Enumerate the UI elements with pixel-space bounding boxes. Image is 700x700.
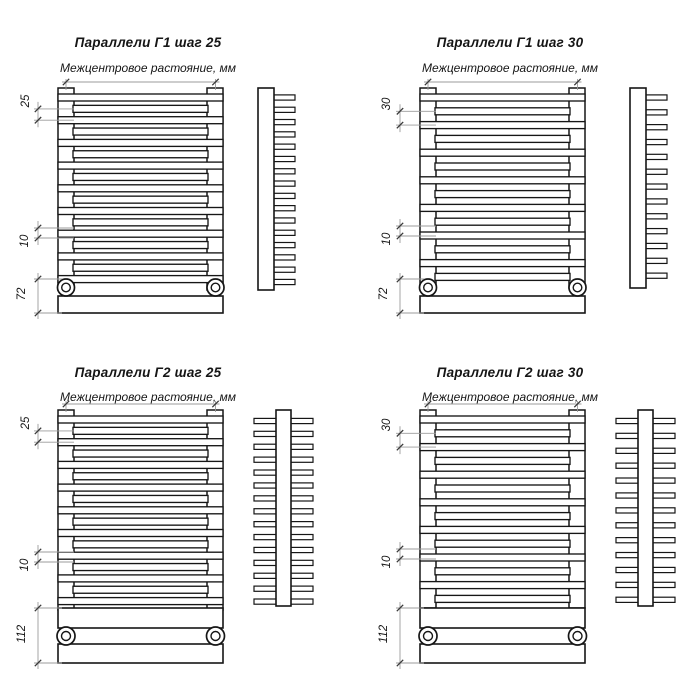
tooth-right: [652, 582, 675, 587]
tube: [58, 530, 223, 537]
tooth: [273, 181, 295, 186]
tooth-left: [616, 597, 639, 602]
tooth-right: [290, 483, 313, 488]
tooth: [273, 169, 295, 174]
tube: [420, 444, 585, 451]
tube-back-row: [73, 219, 208, 226]
tooth-left: [254, 483, 277, 488]
drawing-title: Параллели Г1 шаг 30: [436, 35, 584, 50]
dim-label-depth: 112: [378, 624, 390, 644]
collector-circle-inner: [211, 283, 220, 292]
collector-circle-inner: [424, 283, 433, 292]
tooth: [645, 258, 667, 263]
collector-circle-inner: [573, 283, 582, 292]
tube-back-row: [73, 586, 208, 593]
bottom-section-view: [419, 608, 587, 663]
tube-back-row: [73, 541, 208, 548]
tube-back-row: [435, 273, 570, 280]
tube: [420, 416, 585, 423]
tube: [58, 162, 223, 169]
front-view: [58, 88, 223, 290]
tube: [58, 94, 223, 101]
tooth-left: [254, 547, 277, 552]
tooth-left: [616, 553, 639, 558]
section-body: [58, 296, 223, 313]
tube: [420, 177, 585, 184]
tooth-right: [652, 448, 675, 453]
tube-back-row: [73, 450, 208, 457]
tube-back-row: [73, 473, 208, 480]
collector: [276, 410, 291, 606]
tube-back-row: [73, 128, 208, 135]
tooth-right: [290, 444, 313, 449]
tube-back-row: [435, 108, 570, 115]
tube-back-row: [435, 457, 570, 464]
tube: [420, 232, 585, 239]
quadrant-g2-step-25: [34, 401, 313, 669]
collector: [258, 88, 274, 290]
tooth: [273, 267, 295, 272]
tube: [58, 253, 223, 260]
tube: [58, 208, 223, 215]
dim-label-depth: 72: [16, 287, 28, 301]
tooth: [273, 107, 295, 112]
tooth-left: [254, 573, 277, 578]
section-body: [420, 296, 585, 313]
tooth-right: [652, 553, 675, 558]
bottom-section-view: [57, 608, 225, 663]
drawing-title: Параллели Г1 шаг 25: [74, 35, 222, 50]
section-body-lower: [58, 644, 223, 663]
tube: [58, 276, 223, 283]
collector-circle-inner: [573, 632, 582, 641]
tooth-right: [290, 418, 313, 423]
section-body-lower: [420, 644, 585, 663]
tooth-right: [290, 522, 313, 527]
tooth-left: [616, 538, 639, 543]
dim-label-depth: 112: [16, 624, 28, 644]
tooth-left: [616, 433, 639, 438]
tube: [58, 416, 223, 423]
tooth-left: [254, 599, 277, 604]
tooth-right: [652, 523, 675, 528]
tube-back-row: [73, 196, 208, 203]
section-body: [420, 608, 585, 628]
tooth: [645, 243, 667, 248]
tooth-right: [290, 509, 313, 514]
tooth: [645, 229, 667, 234]
tooth-right: [290, 599, 313, 604]
tooth-left: [254, 457, 277, 462]
tube-back-row: [73, 242, 208, 249]
tooth-left: [616, 523, 639, 528]
tooth: [645, 95, 667, 100]
quadrant-g2-step-30: [396, 401, 675, 669]
tube-back-row: [73, 264, 208, 271]
tube: [58, 439, 223, 446]
tooth: [645, 125, 667, 130]
front-view: [420, 88, 585, 288]
drawing-subtitle: Межцентровое растояние, мм: [422, 390, 598, 404]
tooth: [645, 139, 667, 144]
dim-label-pitch: 30: [381, 97, 393, 111]
tooth-left: [254, 586, 277, 591]
dim-label-pitch: 30: [381, 418, 393, 432]
tooth-right: [290, 535, 313, 540]
tooth: [645, 110, 667, 115]
tube: [58, 575, 223, 582]
tooth: [273, 206, 295, 211]
tube: [420, 260, 585, 267]
tooth: [273, 255, 295, 260]
tube-back-row: [435, 568, 570, 575]
tooth-right: [290, 470, 313, 475]
tooth-right: [290, 573, 313, 578]
collector: [630, 88, 646, 288]
tooth-left: [254, 431, 277, 436]
tooth-right: [290, 560, 313, 565]
front-view: [58, 410, 223, 610]
tube: [420, 204, 585, 211]
tooth: [645, 273, 667, 278]
tooth: [273, 243, 295, 248]
tube: [58, 117, 223, 124]
tooth-left: [616, 508, 639, 513]
tube: [58, 461, 223, 468]
tube-back-row: [435, 163, 570, 170]
collector-circle-inner: [62, 283, 71, 292]
tooth-right: [652, 508, 675, 513]
tooth-right: [652, 478, 675, 483]
tube: [420, 94, 585, 101]
drawing-subtitle: Межцентровое растояние, мм: [60, 390, 236, 404]
tooth-right: [290, 431, 313, 436]
tooth-left: [254, 496, 277, 501]
tooth: [645, 199, 667, 204]
side-view: [616, 410, 675, 606]
tooth-right: [652, 567, 675, 572]
tooth-left: [616, 493, 639, 498]
tooth: [645, 169, 667, 174]
tube-back-row: [435, 485, 570, 492]
tooth-right: [652, 538, 675, 543]
tube-back-row: [435, 430, 570, 437]
dim-label-depth: 72: [378, 287, 390, 301]
tooth-left: [616, 478, 639, 483]
tooth: [645, 154, 667, 159]
tooth-right: [652, 433, 675, 438]
tube-back-row: [435, 595, 570, 602]
tube: [58, 507, 223, 514]
tooth: [273, 144, 295, 149]
tooth-right: [290, 457, 313, 462]
tooth: [273, 120, 295, 125]
tube: [58, 230, 223, 237]
tooth-left: [254, 560, 277, 565]
tooth-left: [616, 463, 639, 468]
tube-back-row: [435, 513, 570, 520]
tooth: [273, 279, 295, 284]
tooth-right: [652, 463, 675, 468]
tube-back-row: [73, 564, 208, 571]
tooth-right: [652, 597, 675, 602]
bottom-section-view: [58, 279, 225, 313]
tube: [420, 122, 585, 129]
quadrant-g1-step-30: [396, 79, 667, 319]
tooth-left: [616, 418, 639, 423]
dim-label-pitch: 25: [20, 94, 32, 108]
tooth-left: [254, 509, 277, 514]
tube: [58, 598, 223, 605]
tooth: [273, 230, 295, 235]
tooth: [273, 218, 295, 223]
tube: [420, 149, 585, 156]
tube-back-row: [73, 151, 208, 158]
tooth-left: [254, 470, 277, 475]
tube: [58, 552, 223, 559]
tube: [420, 499, 585, 506]
collector: [638, 410, 653, 606]
tooth: [273, 193, 295, 198]
drawing-title: Параллели Г2 шаг 25: [74, 365, 222, 380]
tooth-left: [616, 567, 639, 572]
tube-back-row: [435, 218, 570, 225]
right-rail: [569, 410, 585, 608]
tube-back-row: [435, 540, 570, 547]
right-rail: [569, 88, 585, 288]
tube-back-row: [73, 518, 208, 525]
tooth: [645, 214, 667, 219]
left-rail: [420, 88, 436, 288]
bottom-section-view: [420, 279, 587, 313]
section-body: [58, 608, 223, 628]
drawing-title: Параллели Г2 шаг 30: [436, 365, 584, 380]
tooth: [273, 95, 295, 100]
tube: [420, 554, 585, 561]
front-view: [420, 410, 585, 608]
tube: [58, 139, 223, 146]
tooth: [645, 184, 667, 189]
tooth-left: [254, 444, 277, 449]
drawing-subtitle: Межцентровое растояние, мм: [60, 61, 236, 75]
dim-label-gap: 10: [381, 232, 393, 246]
collector-circle-inner: [424, 632, 433, 641]
tooth-left: [254, 522, 277, 527]
tube: [420, 526, 585, 533]
tube-back-row: [73, 427, 208, 434]
tube: [58, 484, 223, 491]
tooth-right: [652, 418, 675, 423]
tooth: [273, 132, 295, 137]
dim-label-gap: 10: [381, 555, 393, 569]
tube: [420, 582, 585, 589]
collector-circle-inner: [211, 632, 220, 641]
tooth-left: [616, 582, 639, 587]
drawing-subtitle: Межцентровое растояние, мм: [422, 61, 598, 75]
tooth: [273, 156, 295, 161]
dim-label-gap: 10: [19, 234, 31, 248]
side-view: [630, 88, 667, 288]
tube-back-row: [73, 495, 208, 502]
tooth-right: [652, 493, 675, 498]
tube-back-row: [435, 191, 570, 198]
dim-label-gap: 10: [19, 558, 31, 572]
tube-back-row: [73, 105, 208, 112]
tube-back-row: [435, 246, 570, 253]
tooth-left: [254, 418, 277, 423]
tube: [420, 471, 585, 478]
tooth-left: [254, 535, 277, 540]
side-view: [254, 410, 313, 606]
left-rail: [420, 410, 436, 608]
tube: [58, 185, 223, 192]
tooth-left: [616, 448, 639, 453]
tube-back-row: [73, 173, 208, 180]
quadrant-g1-step-25: [34, 79, 295, 319]
tube-back-row: [435, 135, 570, 142]
collector-circle-inner: [62, 632, 71, 641]
dim-label-pitch: 25: [20, 416, 32, 430]
tooth-right: [290, 496, 313, 501]
tooth-right: [290, 547, 313, 552]
side-view: [258, 88, 295, 290]
tooth-right: [290, 586, 313, 591]
